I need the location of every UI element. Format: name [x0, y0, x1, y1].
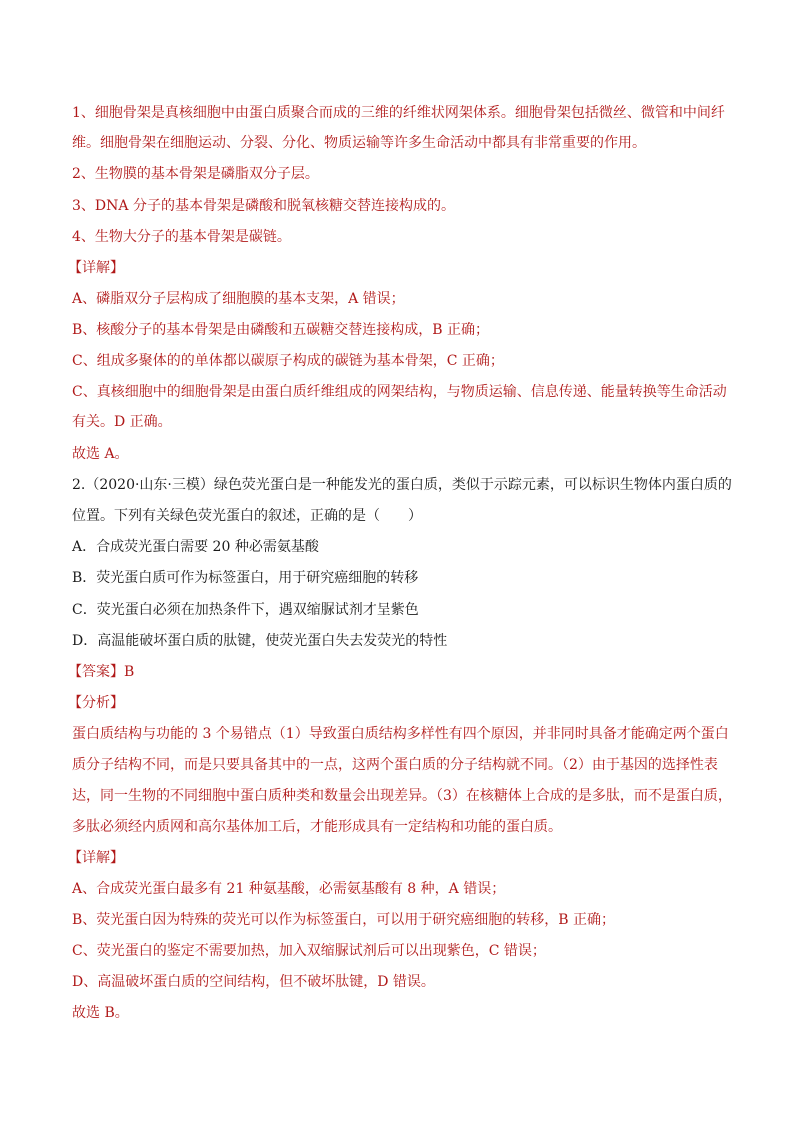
answer: 【答案】B	[68, 664, 135, 680]
analysis-line-4: 多肽必须经内质网和高尔基体加工后，才能形成具有一定结构和功能的蛋白质。	[72, 819, 562, 835]
detail-heading-1: 【详解】	[68, 260, 124, 276]
analysis-line-3: 达，同一生物的不同细胞中蛋白质种类和数量会出现差异。（3）在核糖体上合成的是多肽，而不是蛋白质，	[72, 788, 732, 804]
question-2-stem-line-2: 位置。下列有关绿色荧光蛋白的叙述，正确的是（ ）	[72, 508, 422, 524]
question-2-option-c: C．荧光蛋白必须在加热条件下，遇双缩脲试剂才呈紫色	[72, 602, 419, 618]
detail-2-option-a: A、合成荧光蛋白最多有 21 种氨基酸，必需氨基酸有 8 种，A 错误；	[72, 881, 506, 897]
detail-1-option-d-line-2: 有关。D 正确。	[72, 414, 172, 430]
conclusion-1: 故选 A。	[72, 446, 129, 462]
explanation-point-1-line-1: 1、细胞骨架是真核细胞中由蛋白质聚合而成的三维的纤维状网架体系。细胞骨架包括微丝、微管和中间纤	[72, 105, 725, 121]
explanation-point-3: 3、DNA 分子的基本骨架是磷酸和脱氧核糖交替连接构成的。	[72, 198, 455, 214]
question-2-option-d: D．高温能破坏蛋白质的肽键，使荧光蛋白失去发荧光的特性	[72, 633, 448, 649]
analysis-line-1: 蛋白质结构与功能的 3 个易错点（1）导致蛋白质结构多样性有四个原因，并非同时具备才能确定两个蛋白	[72, 726, 729, 742]
question-2-option-a: A．合成荧光蛋白需要 20 种必需氨基酸	[72, 539, 319, 555]
question-2-option-b: B．荧光蛋白质可作为标签蛋白，用于研究癌细胞的转移	[72, 570, 419, 586]
explanation-point-2: 2、生物膜的基本骨架是磷脂双分子层。	[72, 166, 319, 182]
detail-2-option-b: B、荧光蛋白因为特殊的荧光可以作为标签蛋白，可以用于研究癌细胞的转移，B 正确；	[72, 912, 616, 928]
detail-1-option-a: A、磷脂双分子层构成了细胞膜的基本支架，A 错误；	[72, 291, 405, 307]
analysis-line-2: 质分子结构不同，而是只要具备其中的一点，这两个蛋白质的分子结构就不同。（2）由于基因的选择性表	[72, 757, 718, 773]
detail-1-option-d-line-1: C、真核细胞中的细胞骨架是由蛋白质纤维组成的网架结构，与物质运输、信息传递、能量转换等生命活动	[72, 384, 727, 400]
explanation-point-4: 4、生物大分子的基本骨架是碳链。	[72, 229, 291, 245]
explanation-point-1-line-2: 维。细胞骨架在细胞运动、分裂、分化、物质运输等许多生命活动中都具有非常重要的作用。	[72, 135, 646, 151]
detail-2-option-d: D、高温破坏蛋白质的空间结构，但不破坏肽键，D 错误。	[72, 974, 435, 990]
analysis-heading: 【分析】	[68, 695, 124, 711]
detail-2-option-c: C、荧光蛋白的鉴定不需要加热，加入双缩脲试剂后可以出现紫色，C 错误；	[72, 943, 546, 959]
detail-1-option-c: C、组成多聚体的的单体都以碳原子构成的碳链为基本骨架，C 正确；	[72, 353, 504, 369]
question-2-stem-line-1: 2.（2020·山东·三模）绿色荧光蛋白是一种能发光的蛋白质，类似于示踪元素，可以标识生物体内蛋白质的	[72, 477, 732, 493]
detail-1-option-b: B、核酸分子的基本骨架是由磷酸和五碳糖交替连接构成，B 正确；	[72, 322, 490, 338]
conclusion-2: 故选 B。	[72, 1005, 129, 1021]
detail-heading-2: 【详解】	[68, 850, 124, 866]
